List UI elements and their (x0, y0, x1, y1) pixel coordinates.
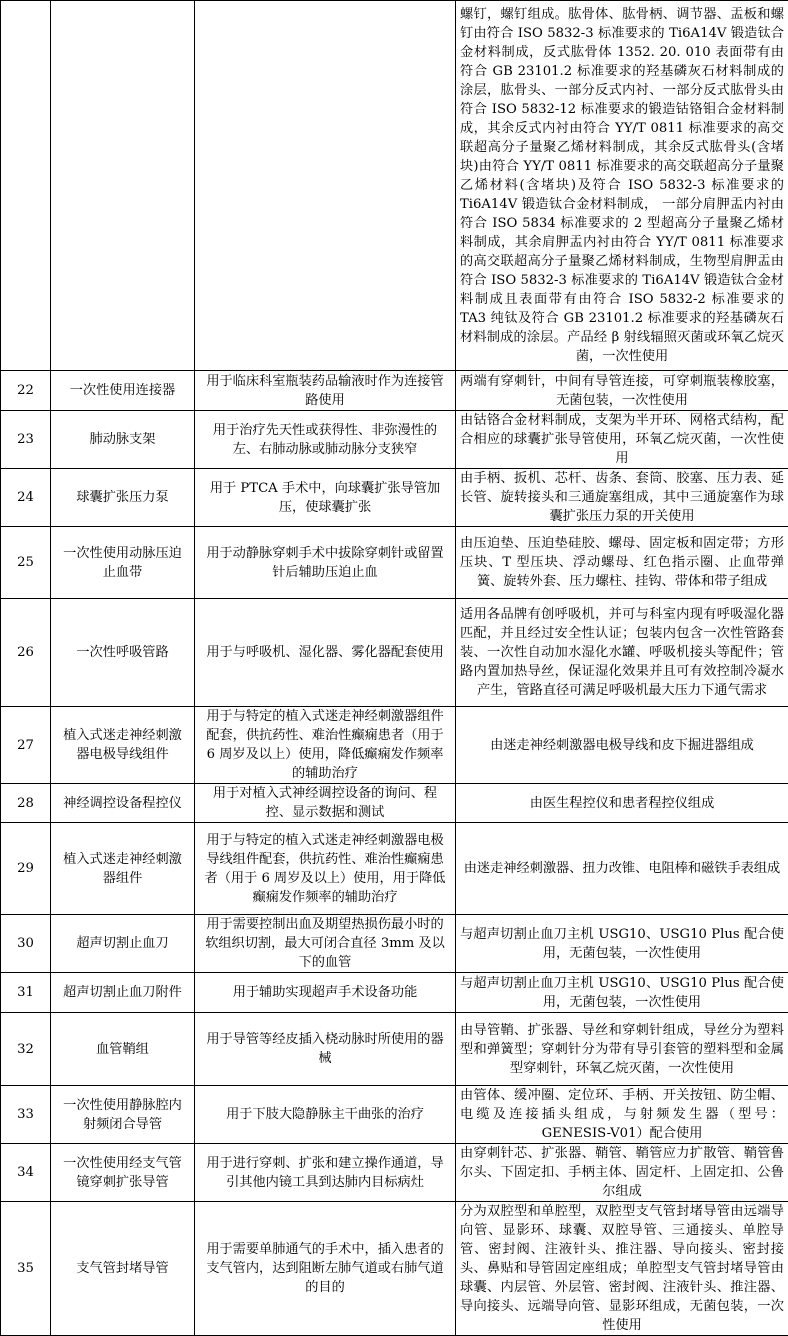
product-name: 一次性使用静脉腔内射频闭合导管 (51, 1086, 195, 1144)
row-number: 34 (1, 1144, 51, 1202)
table-row (1, 371, 788, 411)
composition: 由钴铬合金材料制成，支架为半开环、网格式结构，配合相应的球囊扩张导管使用，环氧乙烷灭菌，一次性使用 (456, 411, 788, 469)
row-number (1, 1, 51, 371)
composition: 与超声切割止血刀主机 USG10、USG10 Plus 配合使用，无菌包装，一次性使用 (456, 915, 788, 973)
composition: 由迷走神经刺激器电极导线和皮下掘进器组成 (456, 707, 788, 784)
row-number: 28 (1, 784, 51, 823)
table-row (1, 973, 788, 1013)
table-row (1, 1202, 788, 1336)
composition: 由压迫垫、压迫垫硅胶、螺母、固定板和固定带；方形压块、T 型压块、浮动螺母、红色指示圈、止血带弹簧、旋转外套、压力螺柱、挂钩、带体和带子组成 (456, 527, 788, 599)
table-row (1, 1013, 788, 1086)
table-row (1, 1086, 788, 1144)
composition: 螺钉，螺钉组成。肱骨体、肱骨柄、调节器、盂板和螺钉由符合 ISO 5832-3 标准要求的 Ti6A14V 锻造钛合金材料制成，反式肱骨体 1352. 20. 010 表面带有由符合 GB 23101.2 标准要求的羟基磷灰石材料制成的涂层，肱骨头、一部分反式内衬、一部分反式肱骨头由符合 ISO 5832-12 标准要求的锻造钴铬钼合金材料制成，其余反式内衬由符合 YY/T 0811 标准要求的高交联超高分子量聚乙烯材料制成，其余反式肱骨头(含堵块)由符合 YY/T 0811 标准要求的高交联超高分子量聚乙烯材料(含堵块)及符合 ISO 5832-3 标准要求的 Ti6A14V 锻造钛合金材料制成， 一部分肩胛盂内衬由符合 ISO 5834 标准要求的 2 型超高分子量聚乙烯材料制成，其余肩胛盂内衬由符合 YY/T 0811 标准要求的高交联超高分子量聚乙烯材料制成，生物型肩胛盂由符合 ISO 5832-3 标准要求的 Ti6A14V 锻造钛合金材料制成且表面带有由符合 ISO 5832-2 标准要求的 TA3 纯钛及符合 GB 23101.2 标准要求的羟基磷灰石材料制成的涂层。产品经 β 射线辐照灭菌或环氧乙烷灭菌，一次性使用 (456, 1, 788, 371)
row-number: 26 (1, 599, 51, 707)
intended-use: 用于对植入式神经调控设备的询问、程控、显示数据和测试 (195, 784, 456, 823)
product-name (51, 1, 195, 371)
row-number: 22 (1, 371, 51, 411)
intended-use: 用于与特定的植入式迷走神经刺激器组件配套，供抗药性、难治性癫痫患者（用于 6 周岁及以上）使用，降低癫痫发作频率的辅助治疗 (195, 707, 456, 784)
product-name: 超声切割止血刀附件 (51, 973, 195, 1013)
row-number: 30 (1, 915, 51, 973)
intended-use: 用于下肢大隐静脉主干曲张的治疗 (195, 1086, 456, 1144)
row-number: 25 (1, 527, 51, 599)
composition: 由穿刺针芯、扩张器、鞘管、鞘管应力扩散管、鞘管鲁尔头、下固定扣、手柄主体、固定杆、上固定扣、公鲁尔组成 (456, 1144, 788, 1202)
composition: 由手柄、扳机、芯杆、齿条、套筒、胶塞、压力表、延长管、旋转接头和三通旋塞组成，其中三通旋塞作为球囊扩张压力泵的开关使用 (456, 469, 788, 527)
row-number: 33 (1, 1086, 51, 1144)
product-name: 植入式迷走神经刺激器组件 (51, 823, 195, 915)
intended-use (195, 1, 456, 371)
row-number: 31 (1, 973, 51, 1013)
intended-use: 用于 PTCA 手术中，向球囊扩张导管加压，使球囊扩张 (195, 469, 456, 527)
composition: 适用各品牌有创呼吸机，并可与科室内现有呼吸湿化器匹配，并且经过安全性认证；包装内包含一次性管路套装、一次性自动加水湿化水罐、呼吸机接头等配件；管路内置加热导丝，保证湿化效果并且可有效控制冷凝水产生，管路直径可满足呼吸机最大压力下通气需求 (456, 599, 788, 707)
table-row (1, 469, 788, 527)
product-name: 血管鞘组 (51, 1013, 195, 1086)
product-name: 支气管封堵导管 (51, 1202, 195, 1336)
table-row (1, 823, 788, 915)
product-name: 一次性呼吸管路 (51, 599, 195, 707)
product-name: 一次性使用连接器 (51, 371, 195, 411)
composition: 与超声切割止血刀主机 USG10、USG10 Plus 配合使用，无菌包装，一次性使用 (456, 973, 788, 1013)
row-number: 27 (1, 707, 51, 784)
product-name: 一次性使用动脉压迫止血带 (51, 527, 195, 599)
composition: 分为双腔型和单腔型，双腔型支气管封堵导管由远端导向管、显影环、球囊、双腔导管、三通接头、单腔导管、密封阀、注液针头、推注器、导向接头、密封接头、鼻贴和导管固定座组成；单腔型支气管封堵导管由球囊、内层管、外层管、密封阀、注液针头、推注器、导向接头、远端导向管、显影环组成，无菌包装，一次性使用 (456, 1202, 788, 1336)
intended-use: 用于辅助实现超声手术设备功能 (195, 973, 456, 1013)
intended-use: 用于导管等经皮插入桡动脉时所使用的器械 (195, 1013, 456, 1086)
table-row (1, 1, 788, 371)
row-number: 35 (1, 1202, 51, 1336)
intended-use: 用于需要单肺通气的手术中，插入患者的支气管内，达到阻断左肺气道或右肺气道的目的 (195, 1202, 456, 1336)
table-row (1, 411, 788, 469)
product-name: 肺动脉支架 (51, 411, 195, 469)
intended-use: 用于进行穿刺、扩张和建立操作通道，导引其他内镜工具到达肺内目标病灶 (195, 1144, 456, 1202)
table-row (1, 527, 788, 599)
intended-use: 用于临床科室瓶装药品输液时作为连接管路使用 (195, 371, 456, 411)
table-row (1, 707, 788, 784)
intended-use: 用于动静脉穿刺手术中拔除穿刺针或留置针后辅助压迫止血 (195, 527, 456, 599)
table-row (1, 1144, 788, 1202)
row-number: 29 (1, 823, 51, 915)
intended-use: 用于与特定的植入式迷走神经刺激器电极导线组件配套，供抗药性、难治性癫痫患者（用于 6 周岁及以上）使用，用于降低癫痫发作频率的辅助治疗 (195, 823, 456, 915)
table-row (1, 784, 788, 823)
intended-use: 用于治疗先天性或获得性、非弥漫性的左、右肺动脉或肺动脉分支狭窄 (195, 411, 456, 469)
product-name: 植入式迷走神经刺激器电极导线组件 (51, 707, 195, 784)
intended-use: 用于与呼吸机、湿化器、雾化器配套使用 (195, 599, 456, 707)
row-number: 32 (1, 1013, 51, 1086)
product-name: 球囊扩张压力泵 (51, 469, 195, 527)
product-name: 超声切割止血刀 (51, 915, 195, 973)
intended-use: 用于需要控制出血及期望热损伤最小时的软组织切割，最大可闭合直径 3mm 及以下的血管 (195, 915, 456, 973)
product-name: 一次性使用经支气管镜穿刺扩张导管 (51, 1144, 195, 1202)
product-name: 神经调控设备程控仪 (51, 784, 195, 823)
row-number: 24 (1, 469, 51, 527)
composition: 由管体、缓冲圈、定位环、手柄、开关按钮、防尘帽、电缆及连接插头组成，与射频发生器（型号：GENESIS-V01）配合使用 (456, 1086, 788, 1144)
composition: 两端有穿刺针，中间有导管连接，可穿刺瓶装橡胶塞，无菌包装，一次性使用 (456, 371, 788, 411)
table-row (1, 915, 788, 973)
composition: 由迷走神经刺激器、扭力改锥、电阻棒和磁铁手表组成 (456, 823, 788, 915)
composition: 由导管鞘、扩张器、导丝和穿刺针组成，导丝分为塑料型和弹簧型；穿刺针分为带有导引套管的塑料型和金属型穿刺针，环氧乙烷灭菌，一次性使用 (456, 1013, 788, 1086)
composition: 由医生程控仪和患者程控仪组成 (456, 784, 788, 823)
table-row (1, 599, 788, 707)
row-number: 23 (1, 411, 51, 469)
